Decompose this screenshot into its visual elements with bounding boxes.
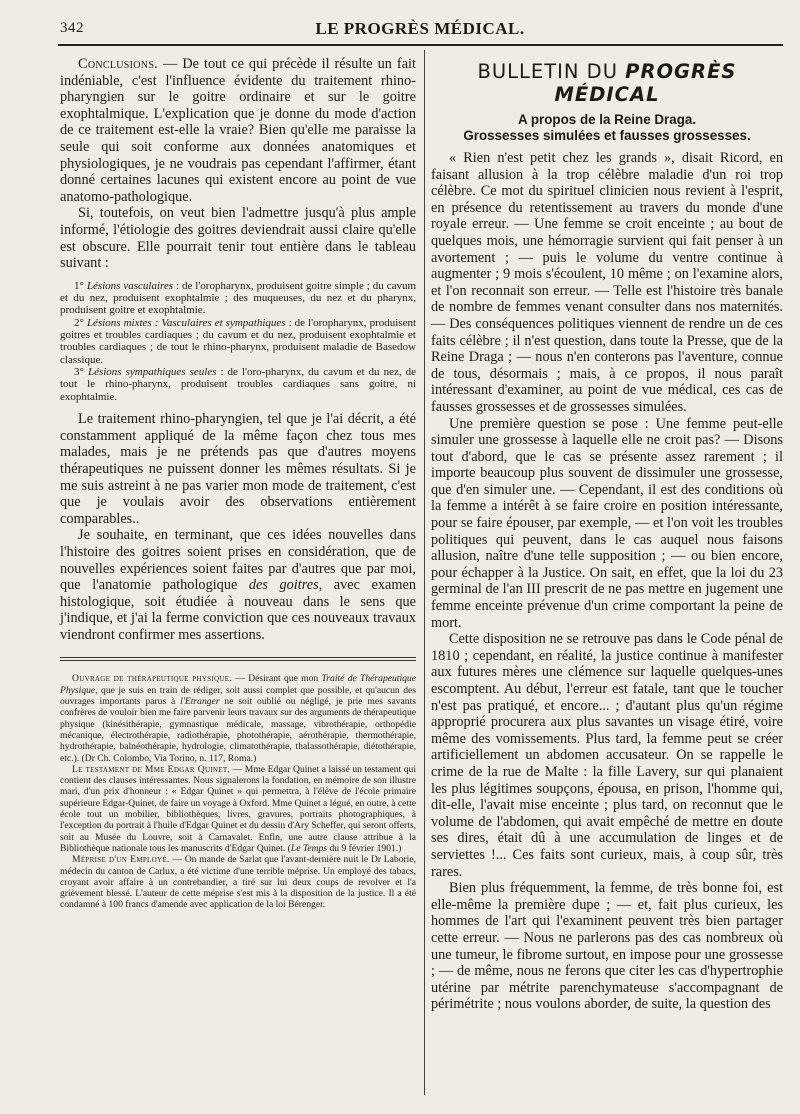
left-column xyxy=(60,56,416,911)
header-rule xyxy=(58,44,783,46)
news-item-meprise: Méprise d'un Employé. — On mande de Sarlat que l'avant-dernière nuit le Dr Laborie, médecin du canton de Carlux, a été victime d'une terrible méprise. Un employé des tabacs, croyant avoir affaire à un contrebandier, a tiré sur lui deux coups de revolver et l'a grièvement blessé. L'auteur de cette méprise s'est mis à la disposition de la justice. Il a été condamné à 100 francs d'amende avec application de la loi Bérenger. xyxy=(60,854,417,911)
conclusions-paragraph: Conclusions. — De tout ce qui précède il résulte un fait indéniable, c'est l'influence évidente du traitement rhino-pharyngien sur le goitre ordinaire et sur le goitre exophtalmique. L'explication que je donne du mode d'action de ce traitement est-elle la vraie? Bien qu'elle me paraisse la seule qui soit conforme aux données anatomiques et physiologiques, je ne voudrais pas cependant l'affirmer, étant donné certaines lacunes qui existent encore au point de vue anatomo-pathologique. xyxy=(60,56,416,205)
bulletin-paragraph-4: Bien plus fréquemment, la femme, de très bonne foi, est elle-même la première dupe ; — et, fait plus curieux, les hommes de l'art qui l'examinent peuvent très bien partager cette erreur. — Nous ne parlerons pas des cas nombreux où une tumeur, le fibrome surtout, en impose pour une grossesse ; — de même, nous ne ferons que citer les cas d'hypertrophie utérine par métrite parenchymateuse s'accompagnant de périmétrite ; nous voulons aborder, de suite, la question des xyxy=(431,880,783,1013)
table-item-1: 1° Lésions vasculaires : de l'oropharynx, produisent goitre simple ; du cavum et du nez, produisent exophtalmie ; des muqueuses, du nez et du pharynx, produisent goitre et exophtalmie. xyxy=(60,279,417,317)
table-item-2: 2° Lésions mixtes : Vasculaires et sympathiques : de l'oropharynx, produisent goitres et troubles cardiaques ; du cavum et du nez, produisent exophtalmie et troubles cardiaques ; de tout le rhino-pharynx, produisent maladie de Basedow classique. xyxy=(60,316,417,366)
news-item-therapeutique: Ouvrage de thérapeutique physique. — Désirant que mon Traité de Thérapeutique Physique, que je suis en train de rédiger, soit aussi complet que possible, et qu'aucun des ouvrages importants parus à l'Etranger ne soit oublié ou négligé, je prie mes savants confrères de vouloir bien me faire parvenir leurs travaux sur des arguments de thérapeutique physique (kinésithérapie, gymnastique médicale, massage, vibrothérapie, orthopédie mécanique, électrothérapie, radiothérapie, photothérapie, aérothérapie, thermothérapie, hydrothérapie, balnéothérapie, hydrologie, climatothérapie, thalassothérapie, diétothérapie, etc.). (Dr Ch. Colombo, Via Torino, n. 117, Roma.) xyxy=(60,673,416,764)
section-double-rule xyxy=(60,657,416,661)
column-divider xyxy=(424,50,425,1095)
bulletin-paragraph-3: Cette disposition ne se retrouve pas dans le Code pénal de 1810 ; cependant, en réalité, la justice continue à manifester aux futures mères une clémence sur laquelle quelques-unes escomptent. Au début, l'erreur est fatale, tant que le toucher n'est pas pratiqué, et encore... ; d'autant plus qu'un régime approprié procurera aux plus savantes un visage étiré, voire même des vomissements. Plus tard, la femme peut se créer artificiellement un abdomen accusateur. On se rappelle le crime de la rue de Malte : la fille Lavery, sur qui planaient les plus légitimes soupçons, épousa, en prison, l'homme qui, dit-elle, l'avait mise enceinte ; plus tard, on reconnut que le volume de l'abdomen, qui avait empêché de mettre en doute ses dires, était dû à une accumulation de linges et de serviettes !... Ces faits sont curieux, mais, à coup sûr, très rares. xyxy=(431,631,783,880)
bulletin-heading: BULLETIN DU PROGRÈS MÉDICAL xyxy=(477,60,737,106)
treatment-paragraph: Le traitement rhino-pharyngien, tel que je l'ai décrit, a été constamment appliqué de la même façon chez tous mes malades, mais je ne prétends pas que d'autres moyens thérapeutiques ne puissent donner les mêmes résultats. Si je me suis astreint à ne pas varier mon mode de traitement, c'est que je voulais avoir des observations entièrement comparables.. xyxy=(60,411,416,527)
etiology-paragraph: Si, toutefois, on veut bien l'admettre jusqu'à plus ample informé, l'étiologie des goitres deviendrait aussi claire qu'elle est obscure. Elle pourrait tenir tout entière dans le tableau suivant : xyxy=(60,205,416,272)
bulletin-paragraph-2: Une première question se pose : Une femme peut-elle simuler une grossesse à laquelle elle ne croit pas? — Disons tout d'abord, que le cas se présente assez rarement ; il importe beaucoup plus souvent de dissimuler une grossesse, que d'en simuler une. — Cependant, il est des conditions où la femme a intérêt à se faire croire en position intéressante, pour se faire épouser, par exemple, — et l'on voit les troubles politiques qui peuvent, dans le cas auquel nous faisons allusion, naître d'une telle supposition ; — ou bien encore, pour échapper à la Justice. On sait, en effet, que la loi du 23 germinal de l'an III prescrit de ne pas mettre en jugement une femme enceinte prévenue d'un crime comportant la peine de mort. xyxy=(431,415,783,631)
bulletin-paragraph-1: « Rien n'est petit chez les grands », disait Ricord, en faisant allusion à la trop célèbre maladie d'un roi trop célèbre. Ce mot du spirituel clinicien nous revient à l'esprit, en présence du retentissement au travers du monde d'une royale erreur. — Une femme se croit enceinte ; au bout de quelques mois, une hémorragie survient qui fait penser à un avortement ; — puis le volume du ventre continue à augmenter ; 9 mois s'écoulent, 10 même ; on l'examine alors, et l'on reconnait son erreur. — Telle est l'histoire très banale de nombre de femmes venant consulter dans nos maternités. — Des conséquences politiques viennent de rendre un de ces faits célèbre ; il n'est question, dans toute la Presse, que de la Reine Draga ; — nous n'en conterons pas l'aventure, connue de tous, désormais ; mais, à ce propos, il nous paraît intéressant d'examiner, au point de vue médical, ces cas de fausses grossesses et de grossesses simulées. xyxy=(431,150,783,415)
article-subtitle-1: A propos de la Reine Draga. xyxy=(517,112,697,127)
journal-title: LE PROGRÈS MÉDICAL. xyxy=(315,19,525,38)
conclusions-label: Conclusions. xyxy=(78,56,159,72)
running-head xyxy=(60,18,780,40)
table-item-3: 3° Lésions sympathiques seules : de l'oro-pharynx, du cavum et du nez, de tout le rhino-pharynx, produisent troubles cardiaques sans goitre, ni exophtalmie. xyxy=(60,366,417,403)
article-subtitle-2: Grossesses simulées et fausses grossesses. xyxy=(463,128,751,143)
news-item-quinet: Le testament de Mme Edgar Quinet. — Mme Edgar Quinet a laissé un testament qui contient des clauses intéressantes. Nous signalerons la fondation, en mémoire de son illustre mari, d'un prix d'honneur : « Edgar Quinet » qui permettra, à l'élève de l'école primaire supérieure Edgar-Quinet, de faire un voyage à Oxford. Mme Quinet a légué, en outre, à cette école tout un mobilier, bibliothèques, livres, gravures, portraits photographiques, à l'exception du portrait à l'huile d'Edgar Quinet et du dessin d'Ary Scheffer, qui seront offerts, soit au Musée du Louvre, soit à Carnavalet. Enfin, une autre clause attribue à la Bibliothèque nationale tous les manuscrits d'Edgar Quinet. (Le Temps du 9 février 1901.) xyxy=(60,763,417,854)
page-number: 342 xyxy=(60,20,84,36)
closing-paragraph: Je souhaite, en terminant, que ces idées nouvelles dans l'histoire des goitres soient prises en considération, que de nouvelles expériences soient faites par d'autres que par moi, que l'anatomie pathologique des goitres, avec examen histologique, soit étudiée à nouveau dans le sens que j'indique, et j'ai la ferme conviction que ces nouveaux travaux viendront confirmer mes assertions. xyxy=(60,527,416,643)
right-column xyxy=(431,56,783,1013)
